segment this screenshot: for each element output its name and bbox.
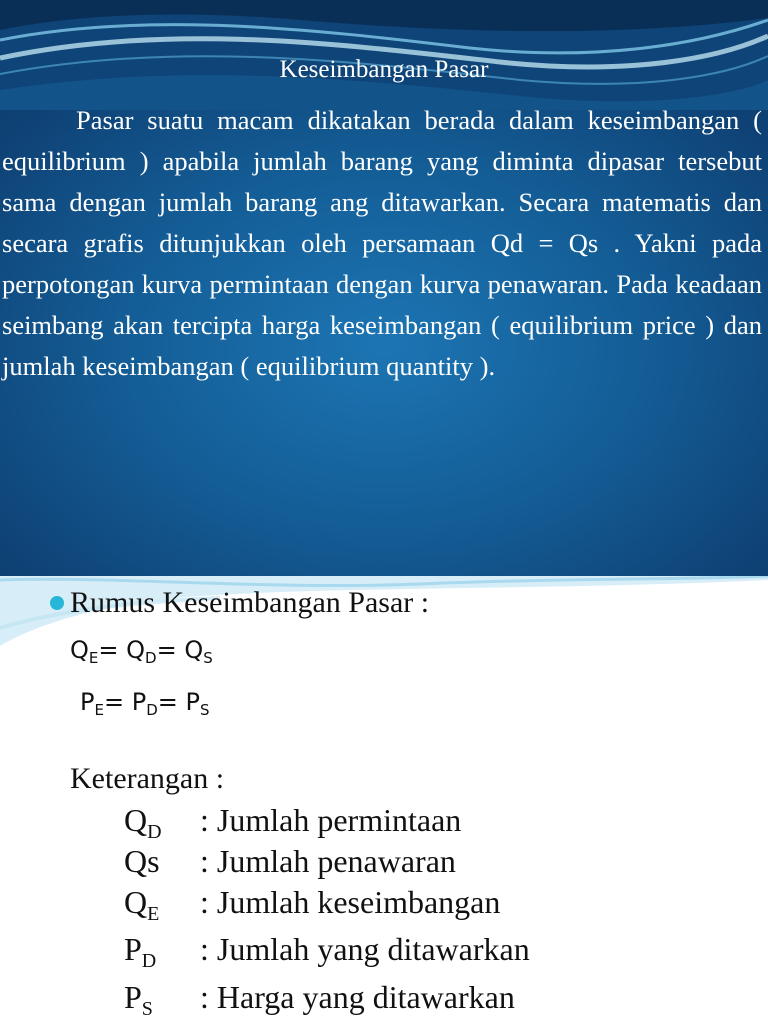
formula-p-demand: = P	[103, 688, 147, 716]
slide-title: Keseimbangan Pasar	[279, 56, 489, 83]
slide-bottom	[0, 576, 768, 1024]
bullet-rumus	[50, 586, 429, 620]
formula-q-sub-d: D	[145, 649, 157, 667]
paragraph-text: Pasar suatu macam dikatakan berada dalam keseimbangan ( equilibrium ) apabila jumlah barang yang diminta dipasar tersebut sama dengan jumlah barang ang ditawarkan. Secara matematis dan secara grafis ditunjukkan oleh persamaan Qd = Qs . Yakni pada perpotongan kurva permintaan dengan kurva penawaran. Pada keadaan seimbang akan tercipta harga keseimbangan ( equilibrium price ) dan jumlah keseimbangan ( equilibrium quantity ).	[2, 105, 762, 381]
formula-price	[80, 688, 210, 719]
formula-q-sub-s: S	[203, 649, 213, 667]
keterangan-desc: : Harga yang ditawarkan	[200, 979, 515, 1015]
formula-p-symbol: P	[80, 688, 95, 716]
keterangan-item	[124, 931, 530, 973]
decorative-wave-top	[0, 0, 768, 110]
bullet-text: Rumus Keseimbangan Pasar :	[70, 586, 430, 619]
formula-p-sub-e: E	[94, 701, 104, 719]
keterangan-symbol: Qs	[124, 843, 160, 879]
keterangan-desc: : Jumlah yang ditawarkan	[200, 931, 530, 967]
keterangan-desc: : Jumlah permintaan	[200, 802, 462, 838]
keterangan-item	[124, 979, 515, 1021]
formula-p-sub-d: D	[146, 701, 158, 719]
slide-body-paragraph	[2, 100, 762, 387]
formula-q-symbol: Q	[70, 636, 89, 664]
formula-q-supply: = Q	[156, 636, 204, 664]
formula-q-sub-e: E	[88, 649, 99, 667]
keterangan-desc: : Jumlah penawaran	[200, 843, 456, 879]
keterangan-item	[124, 802, 461, 844]
keterangan-symbol: $P_D$	[124, 931, 157, 972]
formula-q-demand: = Q	[98, 636, 146, 664]
formula-p-supply: = P	[157, 688, 200, 716]
keterangan-symbol: $Q_D$	[124, 802, 162, 843]
keterangan-symbol: $P_S$	[124, 979, 153, 1020]
formula-p-sub-s: S	[199, 701, 210, 719]
keterangan-desc: : Jumlah keseimbangan	[200, 884, 501, 920]
keterangan-item	[124, 884, 500, 926]
keterangan-label: Keterangan :	[70, 762, 225, 795]
keterangan-item	[124, 843, 456, 885]
bullet-dot-icon	[50, 596, 64, 610]
formula-quantity	[70, 636, 213, 667]
keterangan-symbol: $Q_E$	[124, 884, 160, 925]
